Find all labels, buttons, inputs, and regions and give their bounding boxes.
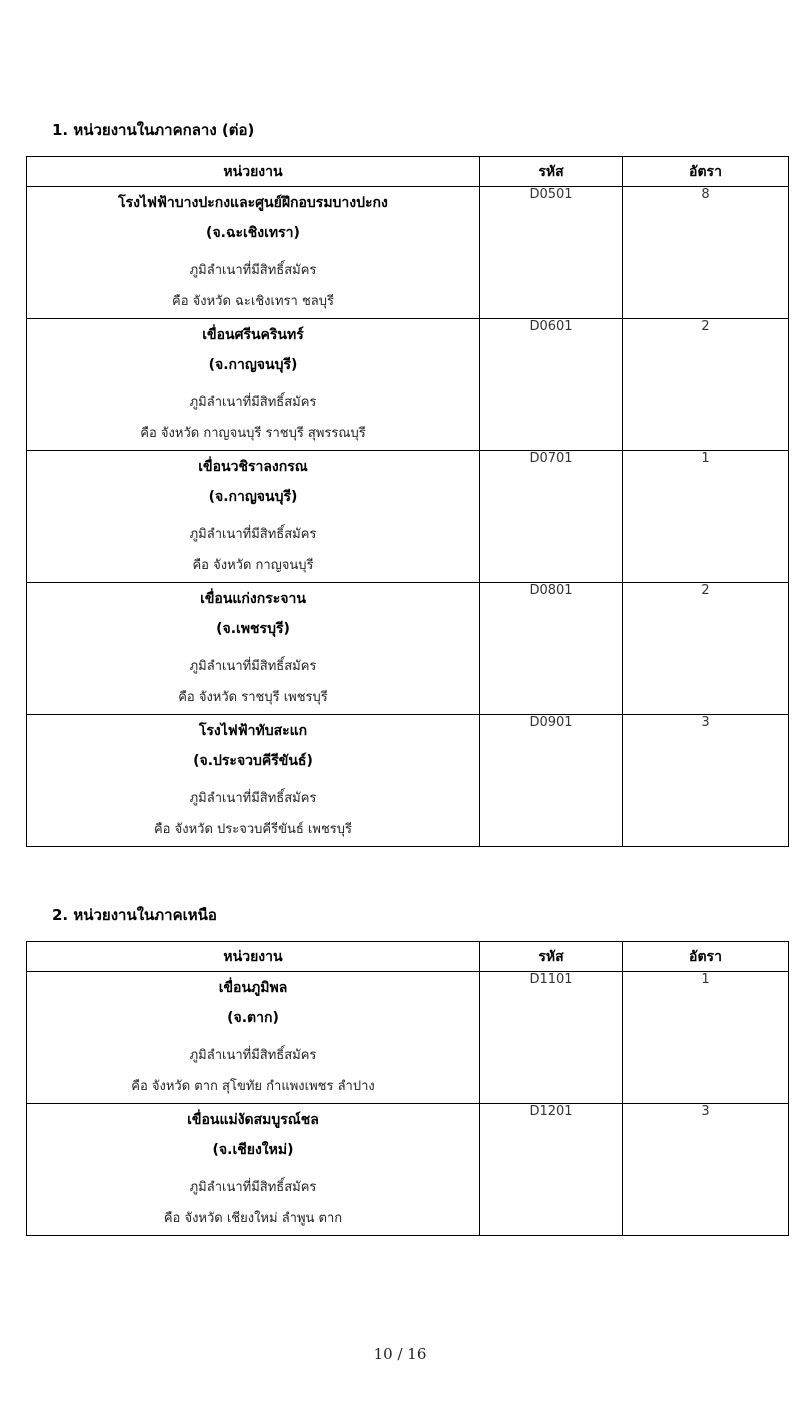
unit-province: (จ.ฉะเชิงเทรา): [206, 225, 300, 241]
domicile-label: ภูมิลำเนาที่มีสิทธิ์สมัคร: [189, 1048, 317, 1063]
domicile-provinces: คือ จังหวัด เชียงใหม่ ลำพูน ตาก: [163, 1211, 343, 1226]
unit-province: (จ.ประจวบคีรีขันธ์): [193, 753, 313, 769]
header-unit: หน่วยงาน: [27, 942, 480, 972]
unit-province: (จ.เชียงใหม่): [212, 1142, 294, 1158]
unit-rate: 2: [623, 319, 789, 451]
domicile-provinces: คือ จังหวัด ฉะเชิงเทรา ชลบุรี: [172, 294, 334, 309]
unit-cell: [27, 583, 480, 715]
unit-name: เขื่อนวชิราลงกรณ: [198, 459, 308, 475]
unit-cell: [27, 1104, 480, 1236]
unit-rate: 2: [623, 583, 789, 715]
header-code: รหัส: [480, 942, 623, 972]
unit-rate: 1: [623, 972, 789, 1104]
domicile-label: ภูมิลำเนาที่มีสิทธิ์สมัคร: [189, 659, 317, 674]
unit-code: D0601: [480, 319, 623, 451]
unit-code: D1101: [480, 972, 623, 1104]
table-row: [27, 1104, 789, 1236]
unit-rate: 1: [623, 451, 789, 583]
unit-code: D0701: [480, 451, 623, 583]
table-row: [27, 583, 789, 715]
header-unit: หน่วยงาน: [27, 157, 480, 187]
unit-name: เขื่อนแม่งัดสมบูรณ์ชล: [187, 1112, 319, 1128]
header-code: รหัส: [480, 157, 623, 187]
domicile-label: ภูมิลำเนาที่มีสิทธิ์สมัคร: [189, 791, 317, 806]
unit-province: (จ.กาญจนบุรี): [208, 489, 298, 505]
unit-code: D0901: [480, 715, 623, 847]
unit-cell: [27, 187, 480, 319]
table-row: [27, 319, 789, 451]
unit-name: โรงไฟฟ้าทับสะแก: [198, 723, 308, 739]
unit-name: เขื่อนแก่งกระจาน: [200, 591, 306, 607]
unit-cell: [27, 715, 480, 847]
domicile-label: ภูมิลำเนาที่มีสิทธิ์สมัคร: [189, 1180, 317, 1195]
domicile-provinces: คือ จังหวัด ราชบุรี เพชรบุรี: [178, 690, 328, 705]
domicile-provinces: คือ จังหวัด กาญจนบุรี ราชบุรี สุพรรณบุรี: [140, 426, 366, 441]
unit-province: (จ.เพชรบุรี): [216, 621, 290, 637]
unit-name: เขื่อนศรีนครินทร์: [202, 327, 304, 343]
unit-rate: 3: [623, 1104, 789, 1236]
unit-code: D1201: [480, 1104, 623, 1236]
unit-cell: [27, 451, 480, 583]
unit-name: เขื่อนภูมิพล: [218, 980, 288, 996]
unit-cell: [27, 319, 480, 451]
table-row: [27, 715, 789, 847]
unit-code: D0501: [480, 187, 623, 319]
unit-rate: 8: [623, 187, 789, 319]
section-title-north: 2. หน่วยงานในภาคเหนือ: [52, 906, 217, 924]
unit-rate: 3: [623, 715, 789, 847]
domicile-provinces: คือ จังหวัด ตาก สุโขทัย กำแพงเพชร ลำปาง: [131, 1079, 375, 1094]
header-rate: อัตรา: [623, 942, 789, 972]
unit-name: โรงไฟฟ้าบางปะกงและศูนย์ฝึกอบรมบางปะกง: [118, 195, 388, 211]
table-header-row: [27, 157, 789, 187]
unit-cell: [27, 972, 480, 1104]
unit-province: (จ.กาญจนบุรี): [208, 357, 298, 373]
header-rate: อัตรา: [623, 157, 789, 187]
domicile-label: ภูมิลำเนาที่มีสิทธิ์สมัคร: [189, 395, 317, 410]
unit-code: D0801: [480, 583, 623, 715]
section-title-central: 1. หน่วยงานในภาคกลาง (ต่อ): [52, 121, 255, 139]
domicile-label: ภูมิลำเนาที่มีสิทธิ์สมัคร: [189, 263, 317, 278]
table-row: [27, 187, 789, 319]
table-header-row: [27, 942, 789, 972]
table-row: [27, 451, 789, 583]
unit-province: (จ.ตาก): [227, 1010, 279, 1026]
domicile-label: ภูมิลำเนาที่มีสิทธิ์สมัคร: [189, 527, 317, 542]
page-number: 10 / 16: [373, 1345, 427, 1363]
domicile-provinces: คือ จังหวัด กาญจนบุรี: [192, 558, 314, 573]
units-table-central: [26, 156, 789, 847]
units-table-north: [26, 941, 789, 1236]
domicile-provinces: คือ จังหวัด ประจวบคีรีขันธ์ เพชรบุรี: [153, 822, 352, 837]
table-row: [27, 972, 789, 1104]
